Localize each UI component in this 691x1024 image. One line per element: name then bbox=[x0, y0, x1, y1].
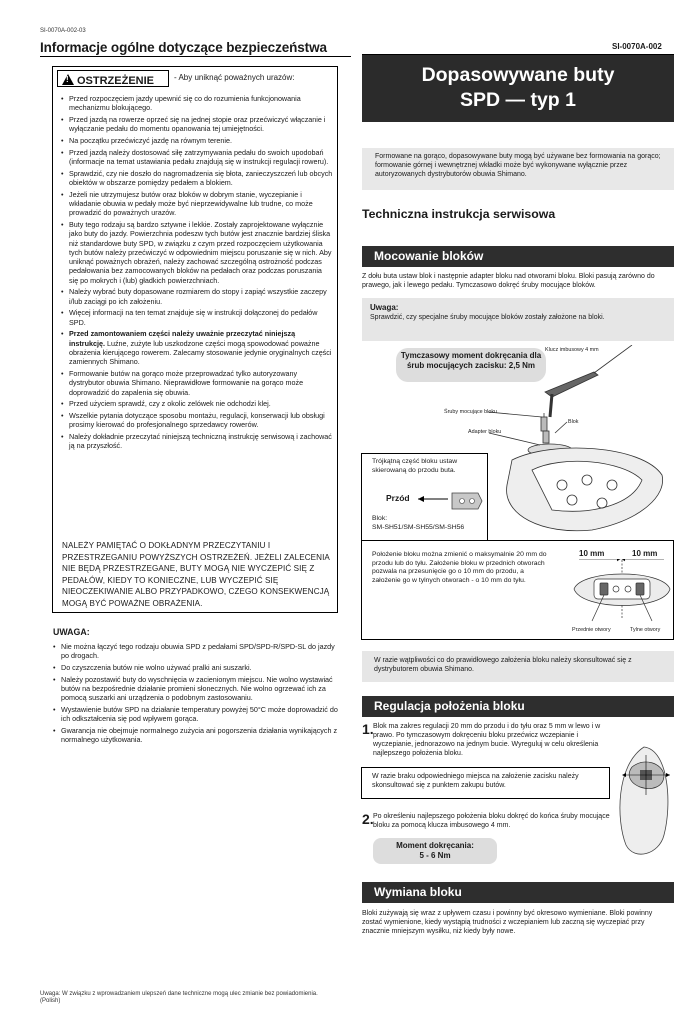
step-2-number: 2. bbox=[362, 811, 374, 827]
hex-key-icon bbox=[545, 372, 598, 397]
warning-subtitle: - Aby uniknąć poważnych urazów: bbox=[174, 73, 295, 82]
position-box bbox=[361, 540, 674, 640]
list-item: • Formowanie butów na gorąco może przeprowadzać tylko autoryzowany dystrybutor obuwia Shimano. Nieprawidłowe formowanie na gorąco może doprowadzić do zapalenia się obuwia. bbox=[61, 369, 333, 397]
doc-code: SI-0070A-002 bbox=[612, 42, 662, 51]
title-line-2: SPD — typ 1 bbox=[460, 89, 576, 111]
uwaga-text: Sprawdzić, czy specjalne śruby mocujące bloków zostały założone na bloki. bbox=[370, 314, 605, 321]
torque-final-badge bbox=[373, 838, 497, 864]
front-label: Przód bbox=[386, 493, 410, 503]
bolts-label: Śruby mocujące bloku bbox=[444, 409, 498, 415]
section-bar-mounting bbox=[362, 246, 674, 267]
torque-final-label: Moment dokręcania: bbox=[396, 841, 474, 850]
list-item: • Wszelkie pytania dotyczące sposobu montażu, regulacji, konserwacji lub obsługi prosimy kierować do profesjonalnego sprzedawcy rowerów. bbox=[61, 411, 333, 430]
list-item: • Przed jazdą na rowerze oprzeć się na jednej stopie oraz przećwiczyć włączanie i wyłączanie pedału do momentu opanowania tej umiejętności. bbox=[61, 115, 333, 134]
list-item: • Należy pozostawić buty do wyschnięcia w zacienionym miejscu. Nie wolno wystawiać butów na bezpośrednie działanie promieni słonecznych. Nie wolno ogrzewać ich za pomocą suszarki ani urządzenia o podobnym zastosowaniu. bbox=[53, 675, 339, 703]
position-diagram bbox=[572, 559, 672, 629]
uwaga-box bbox=[362, 298, 674, 341]
sole-diagram bbox=[614, 745, 674, 863]
torque-temp-badge: Tymczasowy moment dokręcania dla śrub mocujących zacisku: 2,5 Nm bbox=[396, 348, 546, 382]
front-holes-label: Przednie otwory bbox=[572, 627, 611, 633]
doubt-box bbox=[362, 651, 674, 682]
rear-holes-label: Tylne otwory bbox=[630, 627, 661, 633]
caps-notice: NALEŻY PAMIĘTAĆ O DOKŁADNYM PRZECZYTANIU I PRZESTRZEGANIU POWYŻSZYCH OSTRZEŻEŃ. JEŻELI ZALECENIA NIE BĘDĄ PRZESTRZEGANE, BUTY MOGĄ NIE WYCZEPIĆ SIĘ Z PEDAŁÓW, KIEDY TO KONIECZNE, LUB WYCZEPIĆ SIĘ NIEOCZEKIWANIE ALBO PRZYPADKOWO, CZEGO KONSEKWENCJĄ MOGĄ BYĆ POWAŻNE OBRAŻENIA. bbox=[62, 541, 330, 608]
list-item: • Sprawdzić, czy nie doszło do nagromadzenia się błota, zanieczyszczeń lub obcych obiektów w obszarze pomiędzy pedałem a blokiem. bbox=[61, 169, 333, 188]
cleat-label: Blok bbox=[568, 419, 579, 425]
cleat-inset bbox=[361, 453, 488, 545]
replace-text: Bloki zużywają się wraz z upływem czasu i powinny być okresowo wymieniane. Bloki powinny zostać wymienione, kiedy wystąpią trudności z wczepianiem lub zaczną się wyczepiać przy znacznie mniejszym wysiłku, niż kiedy były nowe. bbox=[362, 910, 653, 935]
title-banner bbox=[362, 55, 674, 122]
intro-text: Formowane na gorąco, dopasowywane buty mogą być używane bez formowania na gorąco; formowanie górnej i wewnętrznej wkładki może być wykonywane wyłącznie przez autoryzowanych dystrybutorów obuwia Shimano. bbox=[375, 153, 661, 178]
warning-header bbox=[57, 70, 169, 87]
list-item: • Jeżeli nie utrzymujesz butów oraz bloków w dobrym stanie, wyczepianie i wkładanie obuwia w pedały może być nieprzewidywalne lub trudne, co może prowadzić do poważnych urazów. bbox=[61, 190, 333, 218]
mounting-text: Z dołu buta ustaw blok i następnie adapter bloku nad otworami bloku. Bloki pasują zarówno do prawego, jak i lewego pedału. Tymczasowo dokręć śruby mocujące bloków. bbox=[362, 273, 655, 289]
step-1-note-box bbox=[361, 767, 610, 799]
list-item: • Gwarancja nie obejmuje normalnego zużycia ani pogorszenia działania wynikających z normalnego użytkowania. bbox=[53, 726, 339, 745]
uwaga-label: Uwaga: bbox=[370, 303, 399, 312]
tech-title: Techniczna instrukcja serwisowa bbox=[362, 207, 556, 221]
list-item: • Do czyszczenia butów nie wolno używać pralki ani suszarki. bbox=[53, 663, 339, 672]
section-bar-replace bbox=[362, 882, 674, 903]
page-title-safety: Informacje ogólne dotyczące bezpieczeństwa bbox=[40, 40, 327, 55]
list-item: • Należy dokładnie przeczytać niniejszą techniczną instrukcję serwisową i zachować ją na przyszłość. bbox=[61, 432, 333, 451]
adapter-label: Adapter bloku bbox=[468, 429, 502, 435]
list-item: • Należy wybrać buty dopasowane rozmiarem do stopy i zapiąć wszystkie zaczepy i/lub zaciągi po ich założeniu. bbox=[61, 287, 333, 306]
bold-lead: Przed zamontowaniem części należy uważnie przeczytać niniejszą instrukcję. bbox=[69, 329, 296, 348]
list-item: • Przed jazdą należy dostosować siłę zatrzymywania pedału do swoich upodobań (informacje na temat ustawiania pedału znajdują się w instrukcji regulacji roweru). bbox=[61, 148, 333, 167]
list-item: • Na początku przećwiczyć jazdę na równym terenie. bbox=[61, 136, 333, 145]
step-1-text: Blok ma zakres regulacji 20 mm do przodu i do tyłu oraz 5 mm w lewo i w prawo. Po tymczasowym dokręceniu bloku przećwicz wczepianie i wyczepianie, jednorazowo na jednym bucie. Wyreguluj w celu określenia najlepszego położenia bloku. bbox=[373, 723, 601, 757]
divider bbox=[40, 56, 351, 57]
list-item bbox=[61, 329, 333, 366]
intro-box bbox=[362, 148, 674, 190]
triangle-text: Trójkątną część bloku ustaw skierowaną do przodu buta. bbox=[372, 458, 458, 474]
cleat-models-label: Blok: bbox=[372, 515, 388, 522]
list-item: • Przed użyciem sprawdź, czy z okolic zelówek nie odchodzi klej. bbox=[61, 399, 333, 408]
mm-left: 10 mm bbox=[579, 549, 605, 558]
section-bar-adjust bbox=[362, 696, 674, 717]
step-1-number: 1. bbox=[362, 721, 374, 737]
doc-code-top: SI-0070A-002-03 bbox=[40, 28, 86, 34]
list-item: • Przed rozpoczęciem jazdy upewnić się co do rozumienia funkcjonowania mechanizmu blokującego. bbox=[61, 94, 333, 113]
warning-label: OSTRZEŻENIE bbox=[77, 75, 155, 87]
mm-right: 10 mm bbox=[632, 549, 658, 558]
list-item: • Nie można łączyć tego rodzaju obuwia SPD z pedałami SPD/SPD-R/SPD-SL do jazdy po drogach. bbox=[53, 642, 339, 661]
doubt-text: W razie wątpliwości co do prawidłowego założenia bloku należy skonsultować się z dystrybutorem obuwia Shimano. bbox=[374, 657, 632, 673]
section-title: Regulacja położenia bloku bbox=[374, 699, 525, 713]
bold-lead-rest: Luźne, zużyte lub uszkodzone części mogą spowodować poważne obrażenia kierującego rowerem. Zalecamy stosowanie jedynie oryginalnych części zamiennych Shimano. bbox=[69, 338, 332, 367]
list-item: • Więcej informacji na ten temat znajduje się w instrukcji dołączonej do pedałów SPD. bbox=[61, 308, 333, 327]
section-title: Wymiana bloku bbox=[374, 885, 462, 899]
list-item: • Wystawienie butów SPD na działanie temperatury powyżej 50°C może doprowadzić do ich odkształcenia się pod wpływem gorąca. bbox=[53, 705, 339, 724]
step-1-note: W razie braku odpowiedniego miejsca na założenie zacisku należy skonsultować się z punktem zakupu butów. bbox=[372, 773, 579, 789]
warning-list bbox=[61, 94, 333, 453]
step-2-text: Po określeniu najlepszego położenia bloku dokręć do końca śruby mocujące bloku za pomocą klucza imbusowego 4 mm. bbox=[373, 813, 610, 829]
cleat-models: SM-SH51/SM-SH55/SM-SH56 bbox=[372, 524, 465, 531]
uwaga-list bbox=[53, 642, 339, 747]
torque-final-value: 5 - 6 Nm bbox=[419, 851, 451, 860]
warning-triangle-icon bbox=[62, 74, 74, 85]
front-arrow-icon bbox=[418, 491, 488, 513]
list-item: • Buty tego rodzaju są bardzo sztywne i lekkie. Zostały zaprojektowane wyłącznie jako buty do jazdy. Powierzchnia podeszw tych butów jest znacznie bardziej śliska niż standardowe buty SPD, w związku z czym przed rozpoczęciem użytkowania tych butów należy przećwiczyć w odpowiednim miejscu poruszanie się w nich. Aby uniknąć poważnych obrażeń, należy zachować szczególną ostrożność podczas pedałowania bez zamocowanych bloków na pedałach oraz podczas poruszania się po mokrych i (lub) gładkich powierzchniach. bbox=[61, 220, 333, 285]
title-line-1: Dopasowywane buty bbox=[421, 64, 615, 86]
position-text: Położenie bloku można zmienić o maksymalnie 20 mm do przodu lub do tyłu. Założenie bloku w przednich otworach pozwala na przesunięcie go o 10 mm do przodu, a założenie go w tylnych otworach - o 10 mm do tyłu. bbox=[372, 551, 547, 585]
uwaga-heading: UWAGA: bbox=[53, 627, 90, 637]
section-title: Mocowanie bloków bbox=[374, 249, 484, 263]
footer-note: Uwaga: W związku z wprowadzaniem ulepszeń dane techniczne mogą ulec zmianie bez powiadomienia. (Polish) bbox=[40, 991, 318, 1004]
hex-key-label: Klucz imbusowy 4 mm bbox=[545, 347, 599, 353]
